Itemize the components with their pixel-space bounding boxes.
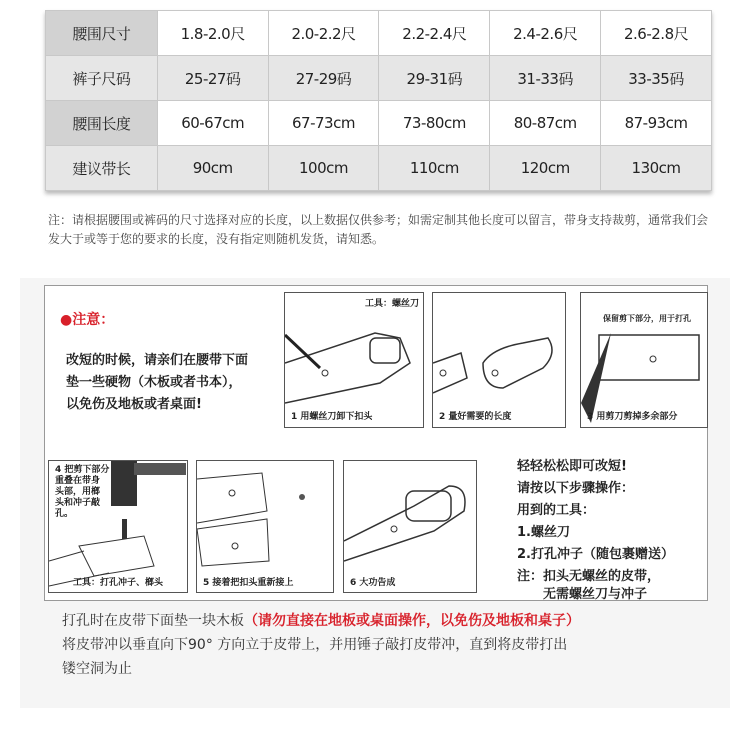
table-cell: 25-27码: [157, 56, 268, 101]
step6-illustration: 6 大功告成: [343, 460, 477, 593]
table-cell: 67-73cm: [268, 101, 379, 146]
table-cell: 73-80cm: [379, 101, 490, 146]
table-row: [46, 146, 712, 191]
table-cell: 90cm: [157, 146, 268, 191]
intro-text: 改短的时候，请亲们在腰带下面 垫一些硬物（木板或者书本）， 以免伤及地板或者桌面!: [66, 353, 249, 412]
row-label: 建议带长: [46, 146, 158, 191]
table-cell: 2.6-2.8尺: [601, 11, 712, 56]
table-cell: 2.4-2.6尺: [490, 11, 601, 56]
table-cell: 87-93cm: [601, 101, 712, 146]
bottom-line-1: 打孔时在皮带下面垫一块木板（请勿直接在地板或桌面操作，以免伤及地板和桌子）: [62, 613, 580, 629]
table-cell: 100cm: [268, 146, 379, 191]
step3-illustration: 保留剪下部分，用于打孔 3 用剪刀剪掉多余部分: [580, 292, 708, 428]
bottom-line-2: 将皮带冲以垂直向下90° 方向立于皮带上，并用锤子敲打皮带冲，直到将皮带打出: [62, 637, 568, 653]
finished-belt-icon: [344, 461, 475, 591]
buckle-screwdriver-icon: [285, 293, 422, 426]
step1-illustration: 工具：螺丝刀 1 用螺丝刀卸下扣头: [284, 292, 424, 428]
table-row: [46, 56, 712, 101]
bottom-line-3: 镂空洞为止: [62, 661, 132, 677]
table-cell: 1.8-2.0尺: [157, 11, 268, 56]
table-cell: 33-35码: [601, 56, 712, 101]
table-cell: 120cm: [490, 146, 601, 191]
step2-illustration: 2 量好需要的长度: [432, 292, 566, 428]
step4-hint: 4 把剪下部分 重叠在带身 头部，用榔 头和冲子敲 孔。: [55, 465, 110, 519]
size-note: 注：请根据腰围或裤码的尺寸选择对应的长度，以上数据仅供参考；如需定制其他长度可以留言，带身支持裁剪，通常我们会发大于或等于您的要求的长度，没有指定则随机发货，请知悉。: [48, 213, 709, 246]
tools-summary: 轻轻松松即可改短! 请按以下步骤操作： 用到的工具： 1.螺丝刀 2.打孔冲子（随包裹赠送） 注：扣头无螺丝的皮带， 无需螺丝刀与冲子: [517, 459, 674, 602]
size-table: [45, 10, 712, 191]
attention-heading: ●注意：: [60, 312, 115, 328]
table-cell: 29-31码: [379, 56, 490, 101]
row-label: 裤子尺码: [46, 56, 158, 101]
step4-illustration: 4 把剪下部分 重叠在带身 头部，用榔 头和冲子敲 孔。 工具：打孔冲子、榔头: [48, 460, 188, 593]
table-cell: 2.0-2.2尺: [268, 11, 379, 56]
reattach-buckle-icon: [197, 461, 332, 591]
table-cell: 80-87cm: [490, 101, 601, 146]
table-row: [46, 11, 712, 56]
table-row: [46, 101, 712, 146]
table-cell: 60-67cm: [157, 101, 268, 146]
table-cell: 130cm: [601, 146, 712, 191]
belt-measure-icon: [433, 293, 564, 426]
row-label: 腰围尺寸: [46, 11, 158, 56]
table-cell: 110cm: [379, 146, 490, 191]
table-cell: 2.2-2.4尺: [379, 11, 490, 56]
row-label: 腰围长度: [46, 101, 158, 146]
step5-illustration: 5 接着把扣头重新接上: [196, 460, 334, 593]
table-cell: 31-33码: [490, 56, 601, 101]
table-cell: 27-29码: [268, 56, 379, 101]
